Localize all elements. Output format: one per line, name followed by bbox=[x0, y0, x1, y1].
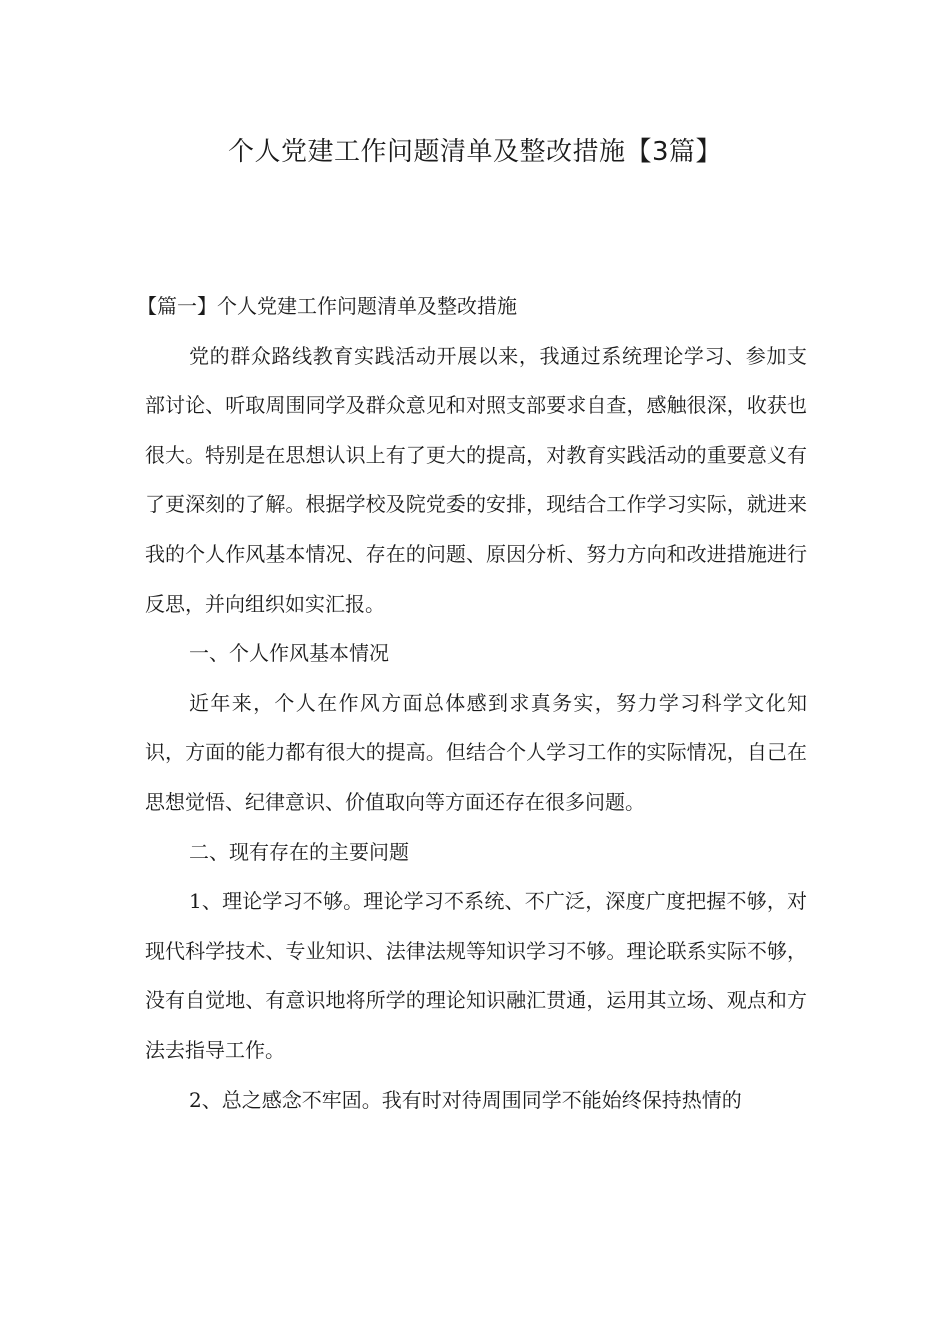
paragraph: 1、理论学习不够。理论学习不系统、不广泛，深度广度把握不够，对现代科学技术、专业知识、法律法规等知识学习不够。理论联系实际不够，没有自觉地、有意识地将所学的理论知识融汇贯通，运用其立场、观点和方法去指导工作。 bbox=[145, 889, 807, 1062]
section-heading: 【篇一】个人党建工作问题清单及整改措施 bbox=[137, 294, 517, 318]
document-body bbox=[137, 282, 807, 1125]
subheading: 二、现有存在的主要问题 bbox=[189, 839, 409, 864]
document-title: 个人党建工作问题清单及整改措施【3篇】 bbox=[227, 137, 723, 167]
paragraph: 近年来，个人在作风方面总体感到求真务实，努力学习科学文化知识，方面的能力都有很大的提高。但结合个人学习工作的实际情况，自己在思想觉悟、纪律意识、价值取向等方面还存在很多问题。 bbox=[145, 690, 807, 814]
paragraph: 党的群众路线教育实践活动开展以来，我通过系统理论学习、参加支部讨论、听取周围同学及群众意见和对照支部要求自查，感触很深，收获也很大。特别是在思想认识上有了更大的提高，对教育实践活动的重要意义有了更深刻的了解。根据学校及院党委的安排，现结合工作学习实际，就进来我的个人作风基本情况、存在的问题、原因分析、努力方向和改进措施进行反思，并向组织如实汇报。 bbox=[145, 343, 807, 616]
subheading: 一、个人作风基本情况 bbox=[189, 641, 389, 666]
paragraph: 2、总之感念不牢固。我有时对待周围同学不能始终保持热情的 bbox=[189, 1087, 742, 1112]
